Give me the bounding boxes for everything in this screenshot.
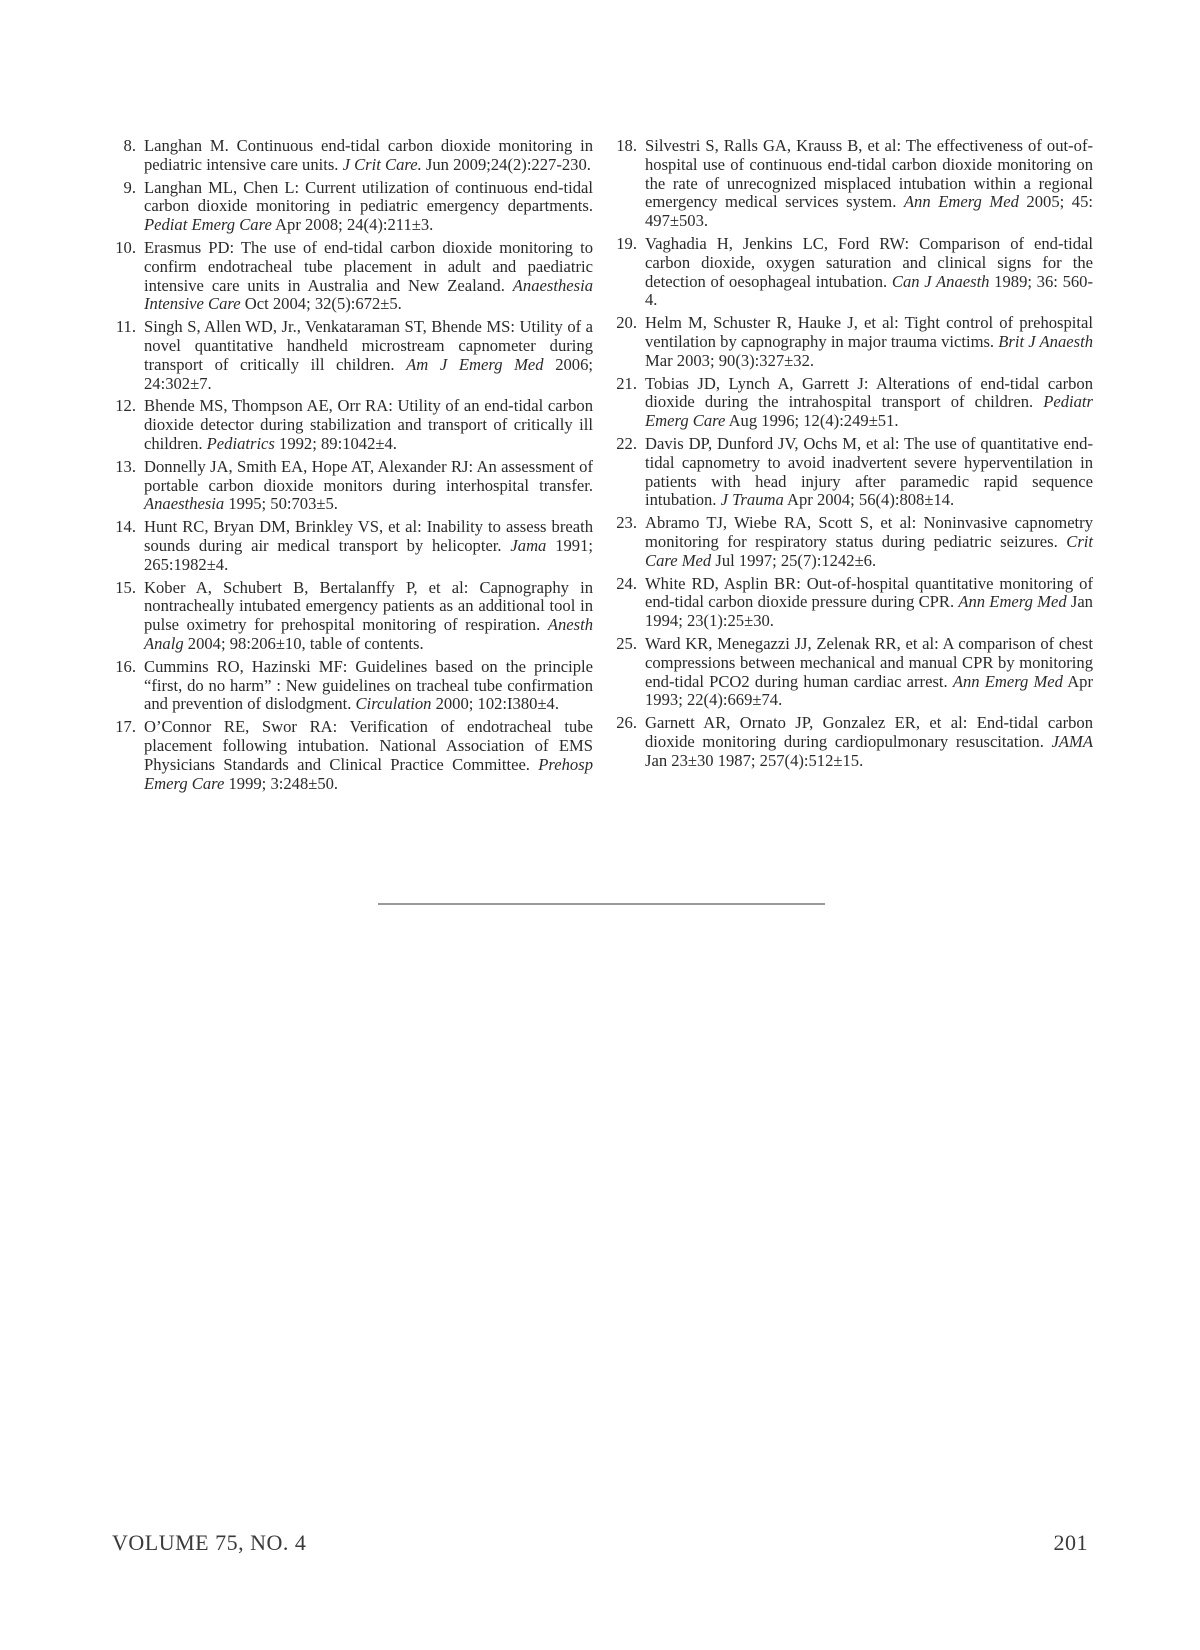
reference-citation: Apr 1993; 22(4):669±74. — [645, 671, 1094, 710]
reference-number: 15. — [115, 577, 136, 597]
reference-journal: Anaesthesia Intensive Care — [144, 275, 593, 314]
reference-journal: Can J Anaesth — [891, 271, 990, 291]
reference-number: 19. — [616, 233, 637, 253]
reference-item — [109, 579, 593, 654]
reference-journal: Jama — [510, 535, 547, 555]
reference-number: 14. — [115, 517, 136, 537]
reference-item — [109, 518, 593, 574]
reference-citation: 2004; 98:206±10, table of contents. — [183, 633, 424, 653]
reference-text: Davis DP, Dunford JV, Ochs M, et al: The use of quantitative end-tidal capnometry to avoid inadvertent severe hyperventilation in patients with head injury after paramedic rapid sequence intubation. — [645, 433, 1093, 510]
reference-citation: 1995; 50:703±5. — [224, 494, 338, 514]
reference-number: 17. — [115, 717, 136, 737]
reference-journal: Anaesthesia — [144, 494, 225, 514]
reference-item — [610, 635, 1093, 710]
reference-number: 13. — [115, 456, 136, 476]
reference-item — [109, 397, 593, 453]
reference-number: 22. — [616, 433, 637, 453]
reference-text: Ward KR, Menegazzi JJ, Zelenak RR, et al: A comparison of chest compressions between mechanical and manual CPR by monitoring end-tidal PCO2 during human cardiac arrest. — [645, 633, 1093, 691]
reference-citation: Jun 2009;24(2):227-230. — [421, 154, 591, 174]
reference-text: Singh S, Allen WD, Jr., Venkataraman ST, Bhende MS: Utility of a novel quantitative handheld microstream capnometer during transport of critically ill children. — [144, 317, 593, 374]
reference-item — [610, 514, 1093, 570]
reference-journal: Ann Emerg Med — [958, 592, 1067, 612]
reference-journal: Anesth Analg — [144, 615, 593, 653]
reference-text: Erasmus PD: The use of end-tidal carbon dioxide monitoring to confirm endotracheal tube placement in adult and paediatric intensive care units in Australia and New Zealand. — [144, 237, 593, 295]
reference-citation: 1989; 36: 560-4. — [645, 271, 1093, 310]
section-divider — [378, 903, 825, 905]
reference-journal: J Trauma — [720, 490, 784, 510]
reference-item — [610, 714, 1093, 770]
references-column-right — [610, 137, 1093, 775]
reference-number: 12. — [115, 396, 136, 416]
reference-item — [109, 137, 593, 175]
reference-text: Helm M, Schuster R, Hauke J, et al: Tight control of prehospital ventilation by capnography in major trauma victims. — [645, 313, 1093, 351]
reference-citation: Mar 2003; 90(3):327±32. — [645, 350, 815, 370]
references-column-left — [109, 137, 593, 797]
reference-item — [610, 137, 1093, 231]
page-number: 201 — [1053, 1530, 1088, 1555]
reference-text: Hunt RC, Bryan DM, Brinkley VS, et al: Inability to assess breath sounds during air medical transport by helicopter. — [144, 517, 593, 555]
reference-text: Kober A, Schubert B, Bertalanffy P, et al: Capnography in nontracheally intubated emergency patients as an additional tool in pulse oximetry for prehospital monitoring of respiration. — [144, 577, 593, 635]
reference-number: 23. — [616, 513, 637, 533]
reference-number: 26. — [616, 713, 637, 733]
reference-text: Silvestri S, Ralls GA, Krauss B, et al: The effectiveness of out-of-hospital use of continuous end-tidal carbon dioxide monitoring on the rate of unrecognized misplaced intubation within a regional emergency medical services system. — [645, 136, 1093, 212]
reference-journal: Pediatr Emerg Care — [645, 392, 1093, 431]
reference-item — [109, 318, 593, 393]
reference-journal: Circulation — [355, 694, 432, 714]
reference-item — [109, 239, 593, 314]
reference-citation: 1991; 265:1982±4. — [144, 535, 593, 574]
reference-citation: 1999; 3:248±50. — [224, 773, 339, 793]
reference-journal: J Crit Care. — [342, 154, 422, 174]
reference-citation: Jan 1994; 23(1):25±30. — [645, 592, 1093, 631]
reference-citation: Apr 2004; 56(4):808±14. — [783, 490, 955, 510]
reference-item — [610, 375, 1093, 431]
reference-number: 18. — [616, 136, 637, 155]
reference-journal: Brit J Anaesth — [998, 331, 1093, 351]
reference-number: 8. — [123, 136, 136, 155]
reference-item — [109, 179, 593, 235]
reference-citation: Jan 23±30 1987; 257(4):512±15. — [645, 750, 864, 770]
reference-text: Langhan ML, Chen L: Current utilization of continuous end-tidal carbon dioxide monitoring in pediatric emergency departments. — [144, 177, 593, 216]
reference-item — [109, 658, 593, 714]
reference-journal: JAMA — [1051, 731, 1093, 751]
reference-journal: Pediat Emerg Care — [144, 215, 272, 235]
reference-number: 20. — [616, 313, 637, 333]
reference-number: 9. — [123, 177, 136, 197]
reference-text: Cummins RO, Hazinski MF: Guidelines based on the principle “first, do no harm” : New guidelines on tracheal tube confirmation and prevention of dislodgment. — [144, 656, 593, 714]
reference-text: White RD, Asplin BR: Out-of-hospital quantitative monitoring of end-tidal carbon dioxide pressure during CPR. — [645, 573, 1093, 612]
reference-item — [610, 575, 1093, 631]
reference-number: 16. — [115, 656, 136, 676]
reference-item — [610, 235, 1093, 310]
reference-text: Bhende MS, Thompson AE, Orr RA: Utility of an end-tidal carbon dioxide detector during stabilization and transport of critically ill children. — [144, 396, 593, 453]
reference-text: Donnelly JA, Smith EA, Hope AT, Alexander RJ: An assessment of portable carbon dioxide monitors during interhospital transfer. — [144, 456, 593, 495]
reference-text: Garnett AR, Ornato JP, Gonzalez ER, et al: End-tidal carbon dioxide monitoring during cardiopulmonary resuscitation. — [645, 713, 1093, 751]
reference-number: 25. — [616, 633, 637, 653]
reference-citation: Oct 2004; 32(5):672±5. — [240, 294, 402, 314]
reference-item — [109, 718, 593, 793]
reference-item — [610, 314, 1093, 370]
reference-journal: Pediatrics — [206, 433, 275, 453]
reference-text: Abramo TJ, Wiebe RA, Scott S, et al: Noninvasive capnometry monitoring for respiratory status during pediatric seizures. — [645, 513, 1093, 551]
reference-text: Langhan M. Continuous end-tidal carbon dioxide monitoring in pediatric intensive care units. — [144, 136, 593, 174]
reference-number: 24. — [616, 573, 637, 593]
reference-journal: Crit Care Med — [645, 531, 1093, 570]
reference-text: O’Connor RE, Swor RA: Verification of endotracheal tube placement following intubation. National Association of EMS Physicians Standards and Clinical Practice Committee. — [144, 717, 593, 774]
reference-item — [109, 458, 593, 514]
reference-citation: 1992; 89:1042±4. — [274, 433, 397, 453]
reference-item — [610, 435, 1093, 510]
reference-citation: Jul 1997; 25(7):1242±6. — [711, 550, 877, 570]
reference-journal: Ann Emerg Med — [903, 192, 1019, 212]
reference-text: Tobias JD, Lynch A, Garrett J: Alterations of end-tidal carbon dioxide during the intrahospital transport of children. — [645, 373, 1093, 412]
reference-citation: Apr 2008; 24(4):211±3. — [271, 215, 434, 235]
reference-journal: Ann Emerg Med — [952, 671, 1063, 691]
reference-citation: Aug 1996; 12(4):249±51. — [725, 411, 899, 431]
reference-citation: 2000; 102:I380±4. — [431, 694, 560, 714]
reference-journal: Prehosp Emerg Care — [144, 754, 593, 793]
reference-text: Vaghadia H, Jenkins LC, Ford RW: Comparison of end-tidal carbon dioxide, oxygen saturation and clinical signs for the detection of oesophageal intubation. — [645, 233, 1093, 291]
reference-number: 11. — [115, 317, 136, 337]
reference-number: 21. — [616, 373, 637, 393]
reference-citation: 2006; 24:302±7. — [144, 354, 593, 393]
reference-journal: Am J Emerg Med — [406, 354, 544, 374]
reference-citation: 2005; 45: 497±503. — [645, 192, 1093, 231]
reference-number: 10. — [115, 237, 136, 257]
footer-volume: VOLUME 75, NO. 4 — [112, 1530, 307, 1555]
